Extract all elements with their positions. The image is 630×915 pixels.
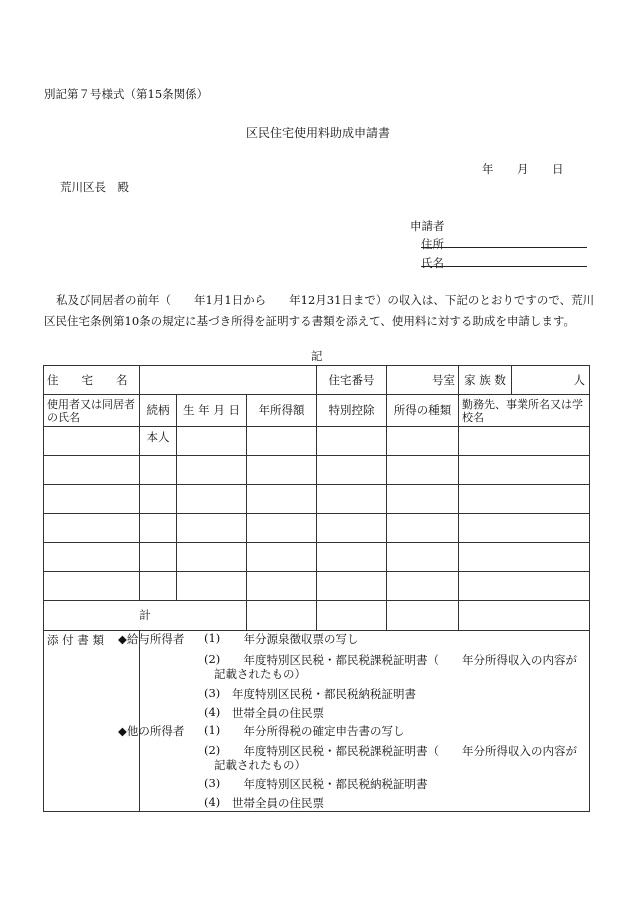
income-cell[interactable] bbox=[247, 485, 317, 514]
total-work-cell[interactable] bbox=[459, 601, 590, 631]
address-line[interactable] bbox=[421, 247, 587, 248]
relation-cell[interactable] bbox=[140, 485, 177, 514]
deduction-cell[interactable] bbox=[317, 456, 387, 485]
residence-name-cell[interactable] bbox=[140, 366, 317, 395]
name-cell[interactable] bbox=[44, 456, 140, 485]
deduction-cell[interactable] bbox=[317, 427, 387, 456]
total-deduction-cell[interactable] bbox=[317, 601, 387, 631]
address-label: 住所 bbox=[421, 237, 444, 251]
col-birth: 生 年 月 日 bbox=[177, 395, 247, 427]
salary-item-2-text2: 記載されたもの） bbox=[214, 667, 306, 681]
relation-cell[interactable] bbox=[140, 514, 177, 543]
applicant-label: 申請者 bbox=[410, 219, 445, 233]
work-cell[interactable] bbox=[459, 543, 590, 572]
date-year: 年 bbox=[482, 162, 494, 176]
relation-cell[interactable] bbox=[140, 572, 177, 601]
type-cell[interactable] bbox=[387, 485, 459, 514]
total-income-cell[interactable] bbox=[247, 601, 317, 631]
other-item-3-text: 年度特別区民税・都民税納税証明書 bbox=[232, 777, 428, 791]
other-item-2-num: (2) bbox=[204, 743, 221, 757]
salary-item-2-num: (2) bbox=[204, 652, 221, 666]
table-row bbox=[44, 485, 590, 514]
birth-cell[interactable] bbox=[177, 572, 247, 601]
table-row bbox=[44, 543, 590, 572]
other-item-1-text: 年分所得税の確定申告書の写し bbox=[232, 724, 405, 738]
family-cell[interactable] bbox=[459, 366, 590, 395]
people-label: 人 bbox=[573, 372, 586, 387]
col-user: 使用者又は同居者の氏名 bbox=[44, 395, 140, 427]
work-cell[interactable] bbox=[459, 427, 590, 456]
residence-no-label: 住宅番号 bbox=[317, 366, 387, 395]
header-row bbox=[44, 395, 590, 427]
date-day: 日 bbox=[552, 162, 564, 176]
other-item-2-text2: 記載されたもの） bbox=[214, 758, 306, 772]
deduction-cell[interactable] bbox=[317, 485, 387, 514]
table-row bbox=[44, 456, 590, 485]
body-line-1: 私及び同居者の前年（ 年1月1日から 年12月31日まで）の収入は、下記のとおりですので、荒川 bbox=[56, 293, 595, 307]
room-label: 号室 bbox=[432, 372, 456, 387]
work-cell[interactable] bbox=[459, 514, 590, 543]
other-item-1-num: (1) bbox=[204, 723, 221, 737]
relation-cell[interactable] bbox=[140, 456, 177, 485]
other-item-4-text: 世帯全員の住民票 bbox=[232, 796, 324, 810]
salary-item-4-num: (4) bbox=[204, 705, 221, 719]
name-cell[interactable] bbox=[44, 572, 140, 601]
birth-cell[interactable] bbox=[177, 543, 247, 572]
deduction-cell[interactable] bbox=[317, 543, 387, 572]
addressee: 荒川区長 殿 bbox=[60, 180, 129, 194]
other-title: ◆他の所得者 bbox=[118, 724, 185, 738]
self-cell bbox=[140, 427, 177, 456]
income-cell[interactable] bbox=[247, 456, 317, 485]
type-cell[interactable] bbox=[387, 427, 459, 456]
body-line-2: 区民住宅条例第10条の規定に基づき所得を証明する書類を添えて、使用料に対する助成を申請します。 bbox=[44, 314, 575, 328]
ki-label: 記 bbox=[311, 349, 323, 363]
table-row bbox=[44, 427, 590, 456]
income-cell[interactable] bbox=[247, 514, 317, 543]
type-cell[interactable] bbox=[387, 572, 459, 601]
income-cell[interactable] bbox=[247, 543, 317, 572]
income-cell[interactable] bbox=[247, 572, 317, 601]
name-label: 氏名 bbox=[421, 256, 444, 270]
total-type-cell[interactable] bbox=[387, 601, 459, 631]
other-item-4-num: (4) bbox=[204, 795, 221, 809]
salary-item-4-text: 世帯全員の住民票 bbox=[232, 706, 324, 720]
name-cell[interactable] bbox=[44, 514, 140, 543]
total-row bbox=[44, 601, 590, 631]
self-label: 本人 bbox=[146, 430, 170, 444]
deduction-cell[interactable] bbox=[317, 572, 387, 601]
salary-title: ◆給与所得者 bbox=[118, 632, 185, 646]
other-item-3-num: (3) bbox=[204, 776, 221, 790]
family-label: 家 族 数 bbox=[459, 366, 512, 394]
col-deduction: 特別控除 bbox=[317, 395, 387, 427]
residence-label: 住 宅 名 bbox=[44, 366, 140, 395]
salary-item-3-text: 年度特別区民税・都民税納税証明書 bbox=[232, 687, 416, 701]
work-cell[interactable] bbox=[459, 485, 590, 514]
birth-cell[interactable] bbox=[177, 485, 247, 514]
type-cell[interactable] bbox=[387, 543, 459, 572]
birth-cell[interactable] bbox=[177, 427, 247, 456]
attachments-label: 添 付 書 類 bbox=[44, 631, 140, 812]
room-cell[interactable] bbox=[387, 366, 459, 395]
work-cell[interactable] bbox=[459, 456, 590, 485]
col-income: 年所得額 bbox=[247, 395, 317, 427]
relation-cell[interactable] bbox=[140, 543, 177, 572]
income-cell[interactable] bbox=[247, 427, 317, 456]
col-type: 所得の種類 bbox=[387, 395, 459, 427]
table-row bbox=[44, 572, 590, 601]
col-relation: 続柄 bbox=[140, 395, 177, 427]
table-row bbox=[44, 514, 590, 543]
salary-item-1-text: 年分源泉徴収票の写し bbox=[232, 632, 359, 646]
salary-item-3-num: (3) bbox=[204, 686, 221, 700]
name-line[interactable] bbox=[421, 266, 587, 267]
birth-cell[interactable] bbox=[177, 514, 247, 543]
type-cell[interactable] bbox=[387, 456, 459, 485]
date-month: 月 bbox=[517, 162, 529, 176]
document-title: 区民住宅使用料助成申請書 bbox=[246, 126, 391, 140]
form-number: 別記第７号様式（第15条関係） bbox=[44, 87, 209, 101]
name-cell[interactable] bbox=[44, 485, 140, 514]
work-cell[interactable] bbox=[459, 572, 590, 601]
name-cell[interactable] bbox=[44, 427, 140, 456]
salary-item-2-text: 年度特別区民税・都民税課税証明書（ 年分所得収入の内容が bbox=[232, 653, 577, 667]
salary-item-1-num: (1) bbox=[204, 631, 221, 645]
deduction-cell[interactable] bbox=[317, 514, 387, 543]
type-cell[interactable] bbox=[387, 514, 459, 543]
birth-cell[interactable] bbox=[177, 456, 247, 485]
residence-row bbox=[44, 366, 590, 395]
other-item-2-text: 年度特別区民税・都民税課税証明書（ 年分所得収入の内容が bbox=[232, 744, 577, 758]
col-work: 勤務先、事業所名又は学校名 bbox=[459, 395, 590, 427]
total-label: 計 bbox=[44, 601, 247, 631]
name-cell[interactable] bbox=[44, 543, 140, 572]
